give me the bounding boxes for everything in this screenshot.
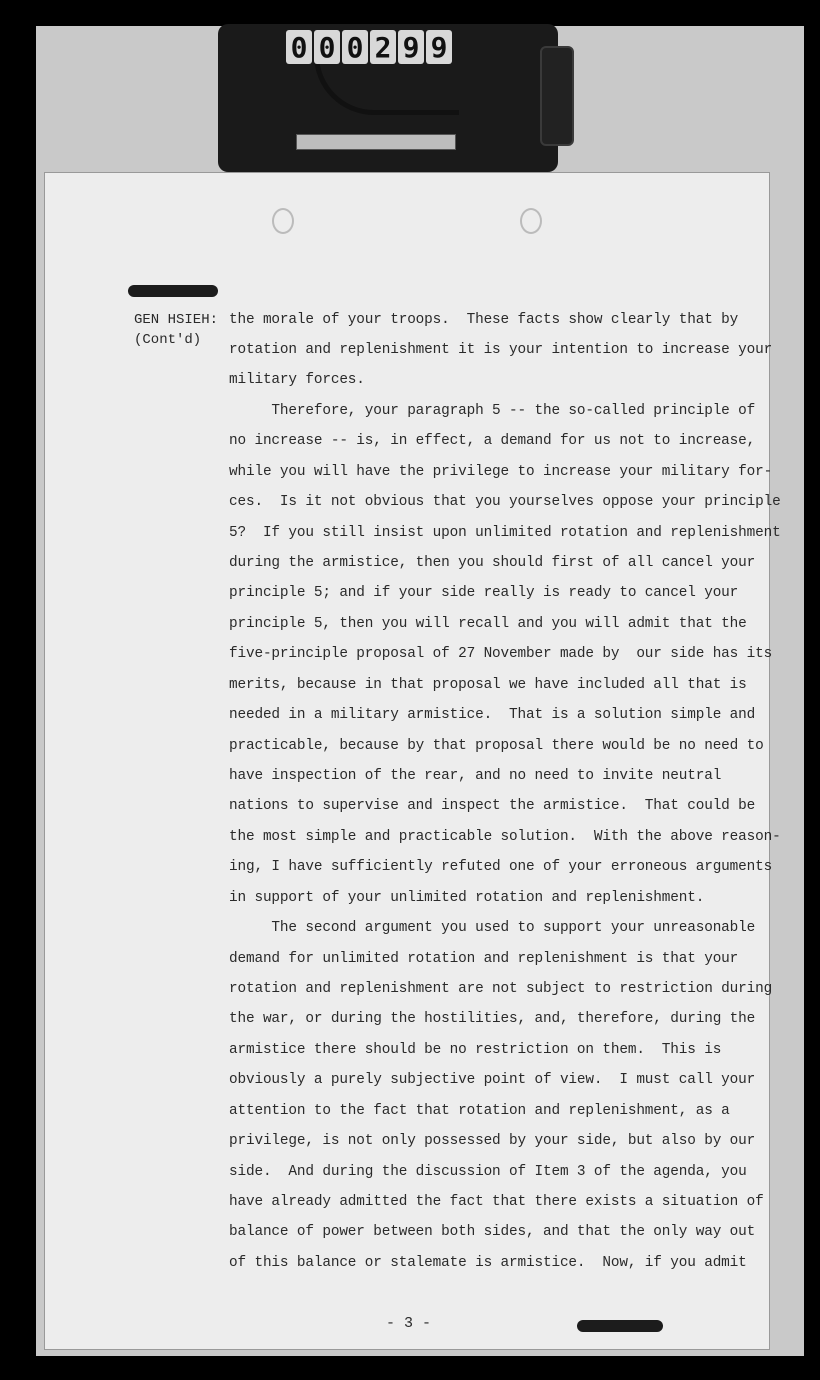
speaker-label [134,310,218,350]
redacted-classification-stamp [128,285,218,297]
text-line: principle 5; and if your side really is ready to cancel your [229,585,739,601]
text-line: have already admitted the fact that there exists a situation of [229,1194,764,1210]
text-line: military forces. [229,372,365,388]
counter-plate [296,134,456,150]
text-line: have inspection of the rear, and no need to invite neutral [229,768,722,784]
text-line: armistice there should be no restriction on them. This is [229,1042,722,1058]
text-line: the war, or during the hostilities, and, therefore, during the [229,1011,756,1027]
counter-digit: 9 [426,30,452,64]
counter-digit: 0 [342,30,368,64]
text-line: principle 5, then you will recall and you will admit that the [229,616,747,632]
text-line: no increase -- is, in effect, a demand for us not to increase, [229,433,756,449]
frame-counter-digits [286,30,452,70]
text-line: 5? If you still insist upon unlimited rotation and replenishment [229,525,781,541]
frame-counter-device [218,24,558,172]
counter-digit: 0 [286,30,312,64]
counter-digit: 9 [398,30,424,64]
text-line: ing, I have sufficiently refuted one of your erroneous arguments [229,859,773,875]
speaker-name: GEN HSIEH: [134,312,219,328]
punch-hole [520,208,542,234]
text-line: during the armistice, then you should first of all cancel your [229,555,756,571]
text-line: The second argument you used to support your unreasonable [229,920,756,936]
text-line: balance of power between both sides, and that the only way out [229,1224,756,1240]
text-line: merits, because in that proposal we have included all that is [229,677,747,693]
text-line: while you will have the privilege to increase your military for- [229,464,773,480]
text-line: Therefore, your paragraph 5 -- the so-called principle of [229,403,756,419]
text-line: ces. Is it not obvious that you yourselves oppose your principle [229,494,781,510]
counter-digit: 2 [370,30,396,64]
speaker-continued: (Cont'd) [134,332,202,348]
text-line: side. And during the discussion of Item 3 of the agenda, you [229,1164,747,1180]
text-line: rotation and replenishment are not subject to restriction during [229,981,773,997]
text-line: the morale of your troops. These facts show clearly that by [229,312,739,328]
text-line: attention to the fact that rotation and replenishment, as a [229,1103,730,1119]
text-line: nations to supervise and inspect the armistice. That could be [229,798,756,814]
text-line: in support of your unlimited rotation and replenishment. [229,890,705,906]
text-line: obviously a purely subjective point of view. I must call your [229,1072,756,1088]
text-line: privilege, is not only possessed by your side, but also by our [229,1133,756,1149]
text-line: needed in a military armistice. That is a solution simple and [229,707,756,723]
counter-digit: 0 [314,30,340,64]
text-line: five-principle proposal of 27 November made by our side has its [229,646,773,662]
text-line: demand for unlimited rotation and replenishment is that your [229,951,739,967]
redacted-classification-stamp [577,1320,663,1332]
punch-hole [272,208,294,234]
text-line: practicable, because by that proposal there would be no need to [229,738,764,754]
page-number: - 3 - [386,1315,432,1332]
counter-knob [540,46,574,146]
text-line: rotation and replenishment it is your intention to increase your [229,342,773,358]
text-line: the most simple and practicable solution. With the above reason- [229,829,781,845]
text-line: of this balance or stalemate is armistice. Now, if you admit [229,1255,747,1271]
